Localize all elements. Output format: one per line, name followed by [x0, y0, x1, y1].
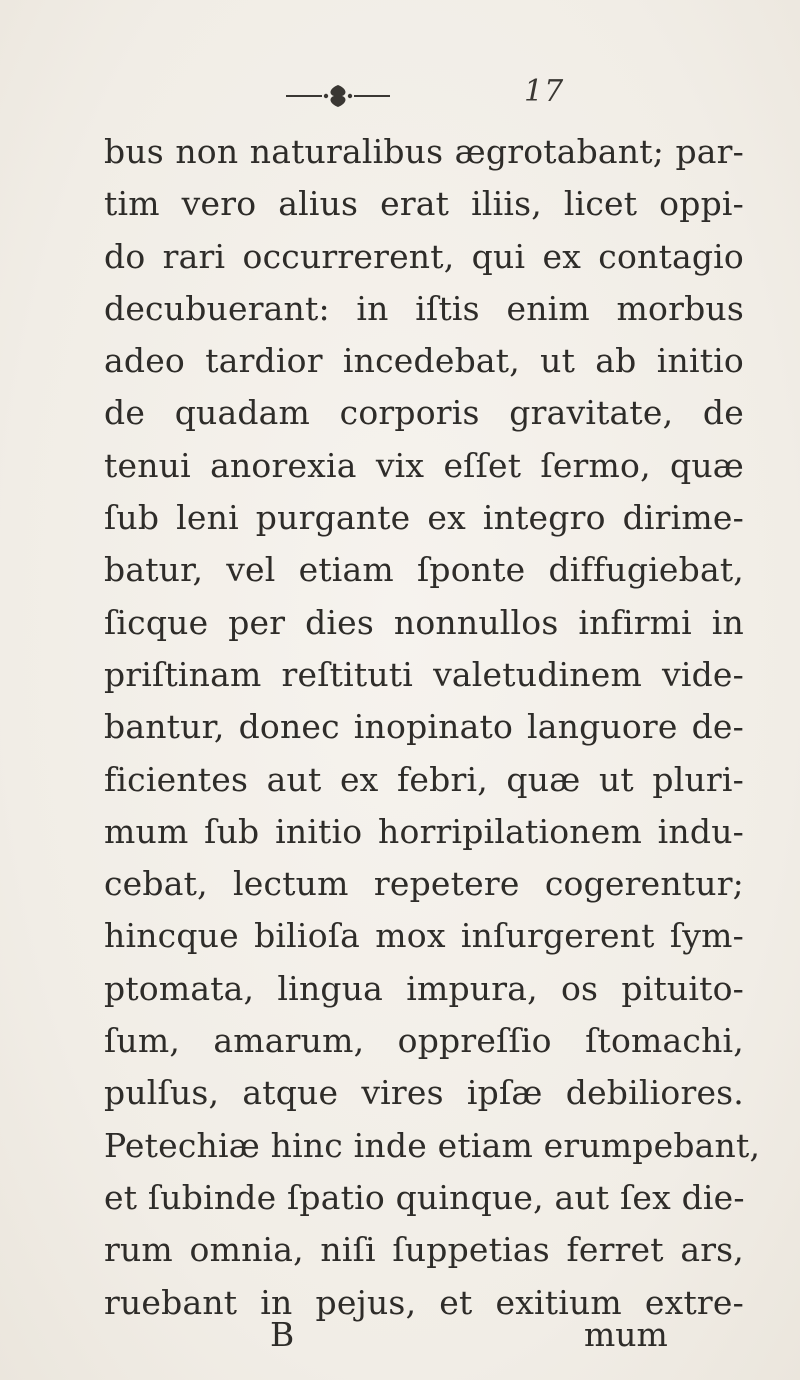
fleuron-rule-icon [278, 82, 398, 108]
page-number: 17 [524, 74, 565, 109]
text-line: batur, vel etiam ſponte diffugiebat, [104, 550, 744, 590]
text-line: decubuerant: in iſtis enim morbus [104, 288, 744, 328]
text-line: ſicque per dies nonnullos infirmi in [104, 602, 744, 642]
catchword: mum [584, 1315, 668, 1354]
text-line: priſtinam reſtituti valetudinem vide- [104, 654, 744, 694]
text-line: rum omnia, niſi ſuppetias ferret ars, [104, 1230, 744, 1270]
text-line: ſub leni purgante ex integro dirime- [104, 498, 744, 538]
text-line: tim vero alius erat iliis, licet oppi- [104, 184, 744, 224]
running-head [0, 72, 800, 112]
text-line: bantur, donec inopinato languore de- [104, 707, 744, 747]
body-text [104, 126, 761, 1329]
text-line: ptomata, lingua impura, os pituito- [104, 968, 744, 1008]
text-line: de quadam corporis gravitate, de [104, 393, 744, 433]
text-line: ficientes aut ex febri, quæ ut pluri- [104, 759, 744, 799]
text-line: hincque bilioſa mox inſurgerent ſym- [104, 916, 744, 956]
text-line: et ſubinde ſpatio quinque, aut ſex die- [104, 1177, 745, 1217]
text-line: ruebant in pejus, et exitium extre- [104, 1282, 744, 1322]
text-line: ſum, amarum, oppreſſio ſtomachi, [104, 1021, 744, 1061]
signature-mark: B [270, 1315, 295, 1354]
text-line: bus non naturalibus ægrotabant; par- [104, 132, 744, 171]
page-footer [0, 1315, 800, 1355]
text-line: cebat, lectum repetere cogerentur; [104, 864, 744, 904]
text-line: do rari occurrerent, qui ex contagio [104, 236, 744, 276]
text-line: mum ſub initio horripilationem indu- [104, 811, 744, 851]
text-line: Petechiæ hinc inde etiam erumpebant, [104, 1125, 761, 1165]
text-line: pulſus, atque vires ipſæ debiliores. [104, 1073, 744, 1113]
text-line: adeo tardior incedebat, ut ab initio [104, 341, 744, 381]
text-line: tenui anorexia vix eſſet ſermo, quæ [104, 445, 744, 485]
